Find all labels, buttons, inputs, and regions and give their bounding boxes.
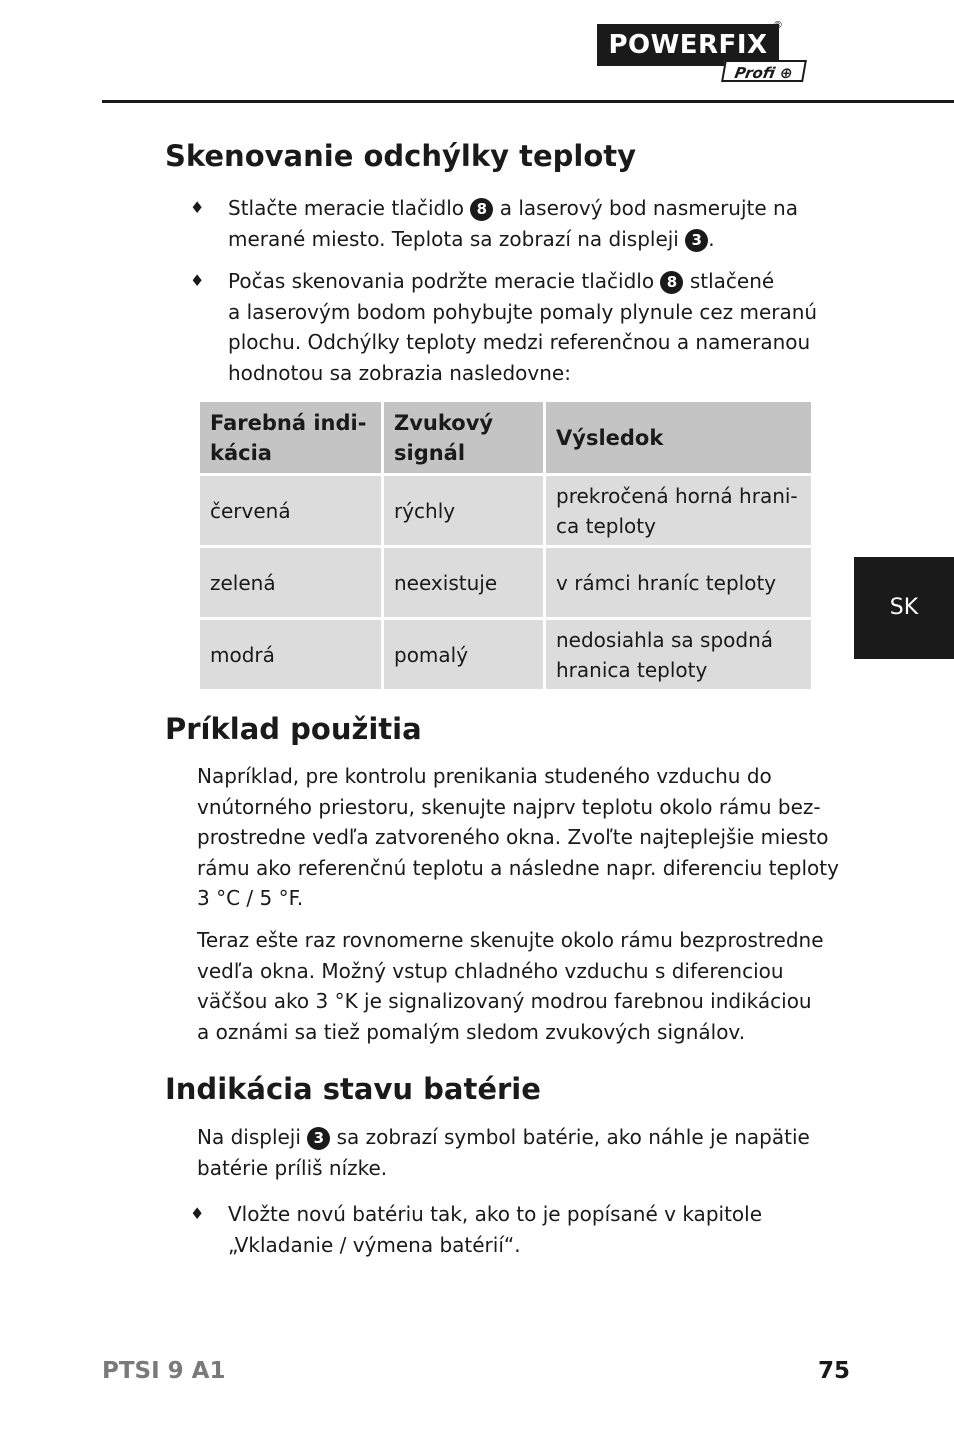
battery-paragraph: Na displeji 3 sa zobrazí symbol batérie, ako náhle je napätie batérie príliš nízke. xyxy=(197,1125,810,1180)
table-header-cell: Výsledok xyxy=(545,401,813,475)
button-8-icon: 8 xyxy=(660,271,683,294)
button-8-icon: 8 xyxy=(470,198,493,221)
table-cell: neexistuje xyxy=(383,547,545,619)
table-row xyxy=(199,475,813,547)
table-cell: v rámci hraníc teploty xyxy=(545,547,813,619)
bullet-icon: ♦ xyxy=(190,1204,205,1223)
bullet-icon: ♦ xyxy=(190,271,205,290)
table-row xyxy=(199,547,813,619)
brand-name: POWERFIX xyxy=(597,24,779,66)
section-title-scan: Skenovanie odchýlky teploty xyxy=(165,139,637,173)
example-paragraph-2: Teraz ešte raz rovnomerne skenujte okolo rámu bezprostredne vedľa okna. Možný vstup chladného vzduchu s diferenciou väčšou ako 3 °K je signalizovaný modrou farebnou indikáciou a oznámi sa tiež pomalým sledom zvukových signálov. xyxy=(197,928,824,1044)
table-cell: prekročená horná hrani- ca teploty xyxy=(545,475,813,547)
bullet-icon: ♦ xyxy=(190,198,205,217)
section-title-battery: Indikácia stavu batérie xyxy=(165,1072,541,1106)
table-cell: pomalý xyxy=(383,619,545,691)
page-number: 75 xyxy=(818,1358,851,1384)
brand-sub: Profi ⊕ xyxy=(721,60,807,82)
table-cell: červená xyxy=(199,475,383,547)
deviation-table xyxy=(197,399,814,692)
display-3-icon: 3 xyxy=(685,229,708,252)
scan-bullet-1: Stlačte meracie tlačidlo 8 a laserový bod nasmerujte na merané miesto. Teplota sa zobrazí na displeji 3 . xyxy=(228,196,798,251)
scan-bullet-2: Počas skenovania podržte meracie tlačidlo 8 stlačené a laserovým bodom pohybujte pomaly plynule cez meranú plochu. Odchýlky teploty medzi referenčnou a nameranou hodnotou sa zobrazia nasledovne: xyxy=(228,269,818,385)
table-header-row xyxy=(199,401,813,475)
display-3-icon: 3 xyxy=(307,1127,330,1150)
brand-logo xyxy=(597,20,809,84)
footer-model: PTSI 9 A1 xyxy=(102,1358,226,1384)
table-cell: modrá xyxy=(199,619,383,691)
brand-registered-mark: ® xyxy=(773,20,783,31)
example-paragraph-1: Napríklad, pre kontrolu prenikania studeného vzduchu do vnútorného priestoru, skenujte najprv teplotu okolo rámu bez- prostredne vedľa zatvoreného okna. Zvoľte najteplejšie miesto rámu ako referenčnú teplotu a následne napr. diferenciu teploty 3 °C / 5 °F. xyxy=(197,764,839,910)
table-header-cell: Farebná indi- kácia xyxy=(199,401,383,475)
language-tab: SK xyxy=(854,557,954,659)
section-title-example: Príklad použitia xyxy=(165,712,422,746)
header-rule xyxy=(102,100,954,103)
table-cell: zelená xyxy=(199,547,383,619)
table-header-cell: Zvukový signál xyxy=(383,401,545,475)
battery-bullet: Vložte novú batériu tak, ako to je popísané v kapitole „Vkladanie / výmena batérií“. xyxy=(228,1202,763,1257)
table-row xyxy=(199,619,813,691)
table-cell: nedosiahla sa spodná hranica teploty xyxy=(545,619,813,691)
table-cell: rýchly xyxy=(383,475,545,547)
